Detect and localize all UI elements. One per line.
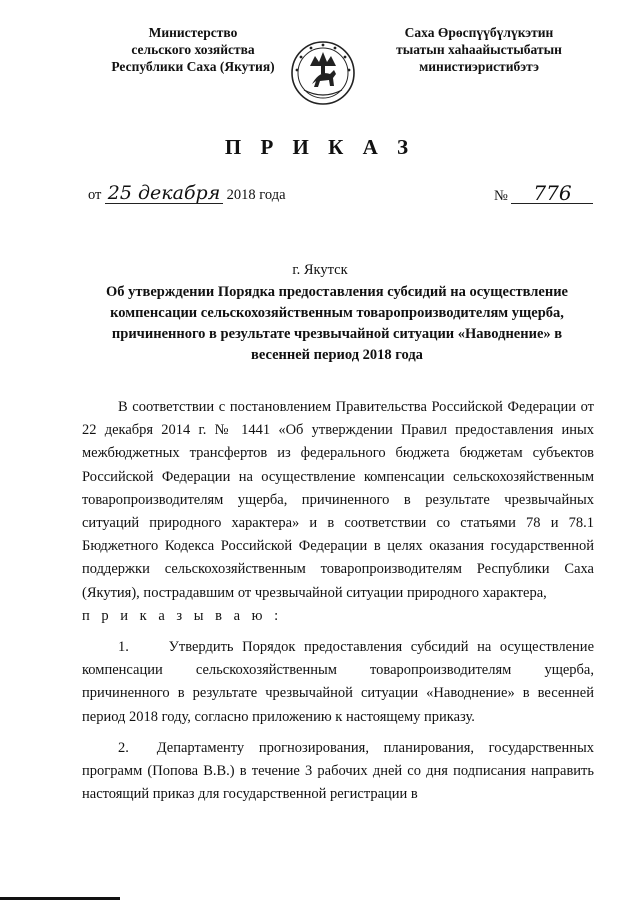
order-date [88,183,286,204]
ministry-name-line: Министерство [148,25,238,40]
date-prefix: от [88,187,102,203]
item-number: 1. [118,639,129,656]
ministry-name-line: министиэристибэтэ [419,59,539,74]
list-item [82,636,594,729]
preamble: В соответствии с постановлением Правительства Российской Федерации от 22 декабря 2014 г. № 1441 «Об утверждении Правил предоставления иных межбюджетных трансфертов из федерального бюджета бюджетам субъектов Российской Федерации на осуществление компенсации сельскохозяйственным товаропроизводителям ущерба, причиненного в результате чрезвычайных ситуаций природного характера» и в соответствии со статьями 78 и 78.1 Бюджетного Кодекса Российской Федерации в целях оказания государственной поддержки сельскохозяйственным товаропроизводителям Республики Саха (Якутия), пострадавшим от чрезвычайной ситуации природного характера, [82,399,594,601]
ministry-name-line: Саха Өрөспүүбүлүкэтин [404,25,554,40]
document-title: П Р И К А З [224,135,416,159]
order-body [82,396,594,806]
city: г. Якутск [292,262,348,278]
ministry-name-line: тыатын хаһаайыстыбатын [396,42,562,57]
number-handwritten: 776 [511,183,593,204]
directive: п р и к а з ы в а ю : [82,607,283,624]
ministry-name-line: Республики Саха (Якутия) [111,59,275,74]
ministry-name-line: сельского хозяйства [131,42,255,57]
item-number: 2. [118,739,129,756]
order-subject: Об утверждении Порядка предоставления субсидий на осуществление компенсации сельскохозяйственным товаропроизводителям ущерба, причиненного в результате чрезвычайной ситуации «Наводнение» в весенней период 2018 года [106,284,568,363]
sakha-coat-of-arms-emblem-icon [290,40,356,106]
ministry-name-russian [88,24,298,75]
number-prefix: № [494,188,508,204]
list-item [82,737,594,807]
item-text: Утвердить Порядок предоставления субсидий на осуществление компенсации сельскохозяйственным товаропроизводителям ущерба, причиненного в результате чрезвычайной ситуации «Наводнение» в весенней период 2018 году, согласно приложению к настоящему приказу. [82,639,595,725]
order-number [494,183,593,205]
ministry-name-yakut [370,24,588,75]
date-suffix: 2018 года [226,187,286,203]
item-text: Департаменту прогнозирования, планирования, государственных программ (Попова В.В.) в течение 3 рабочих дней со дня подписания направить настоящий приказ для государственной регистрации в [82,739,595,803]
date-handwritten: 25 декабря [105,183,223,204]
